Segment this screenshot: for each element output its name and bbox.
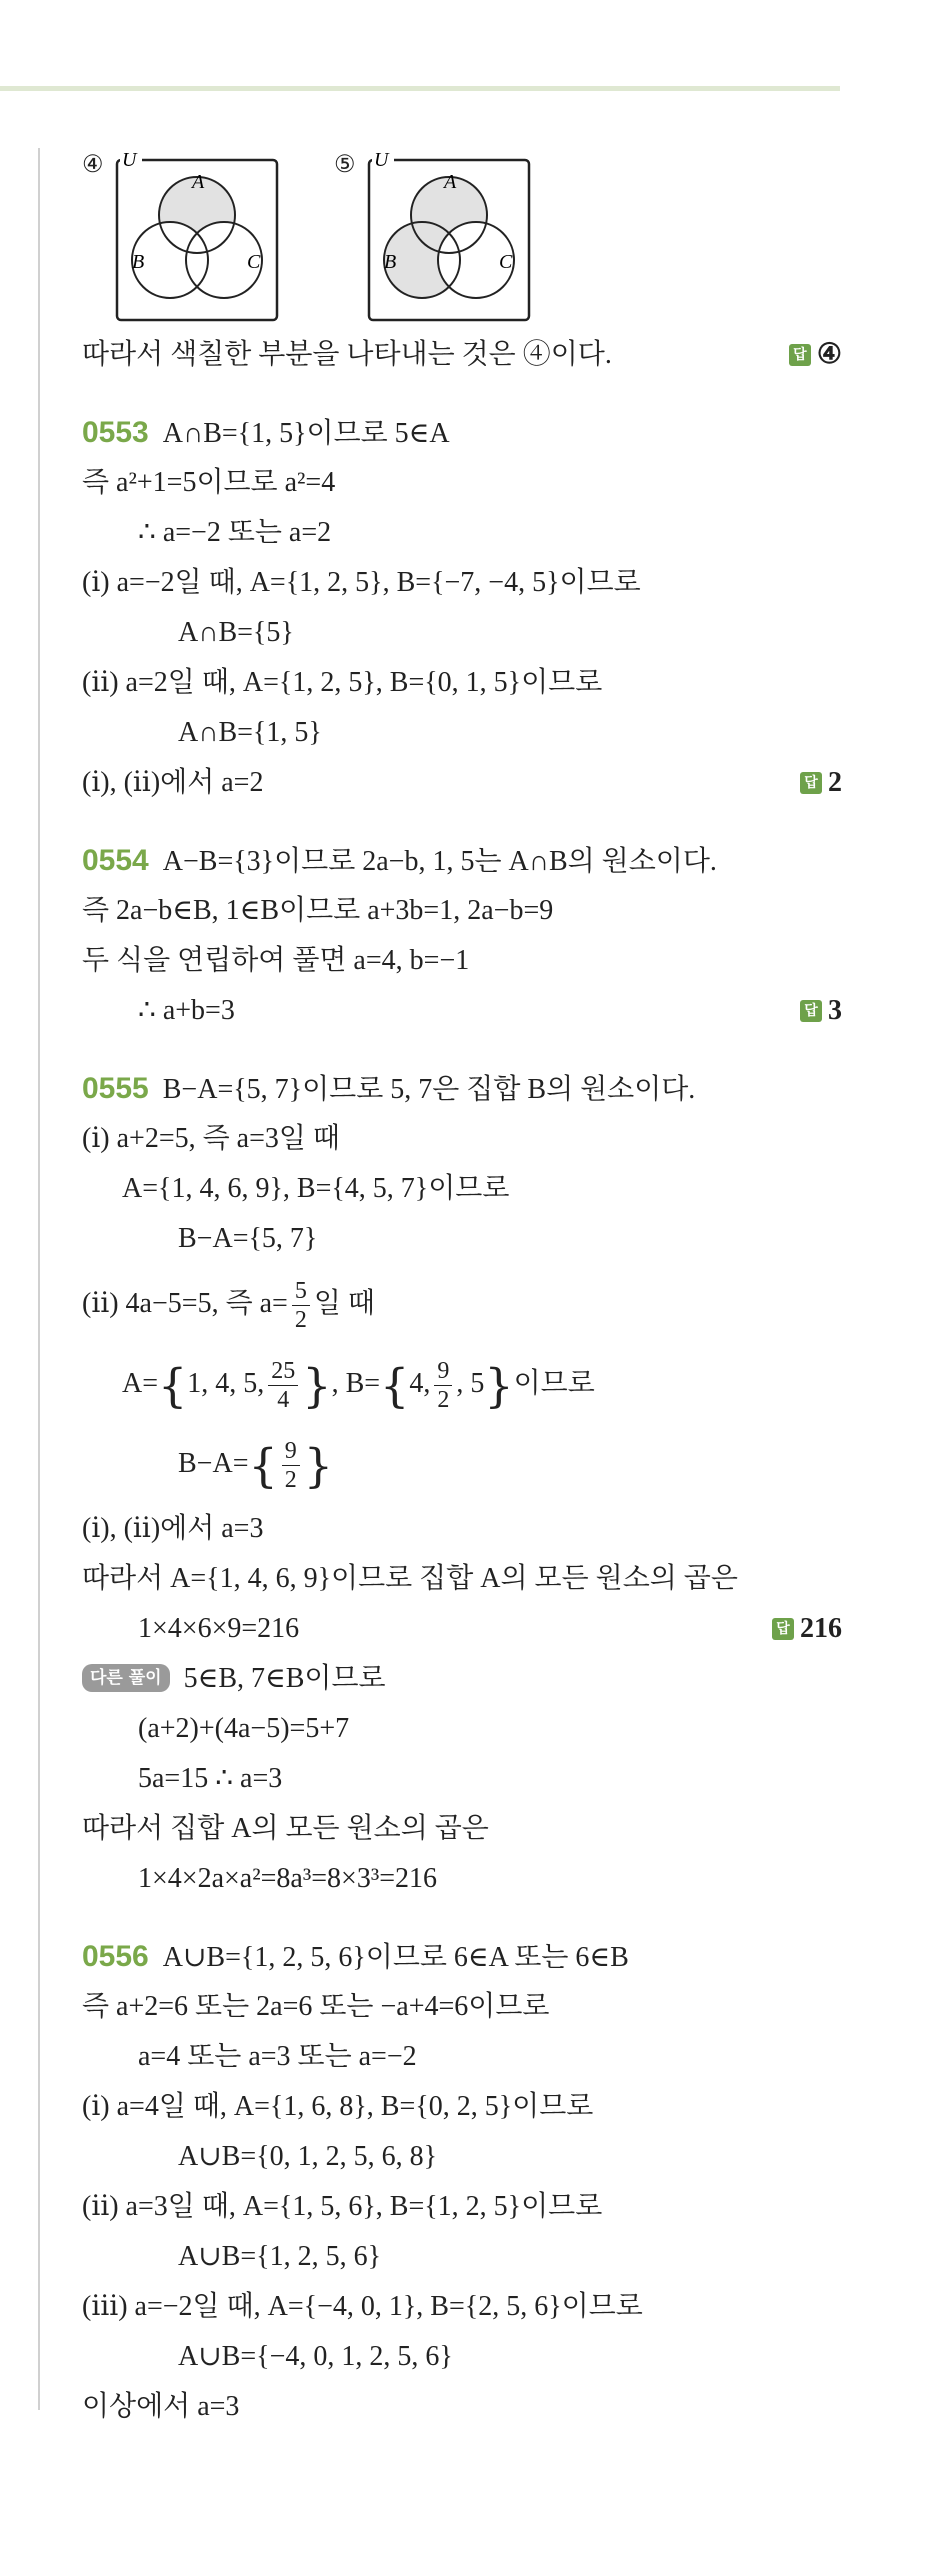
problem-number: 0555	[82, 1072, 149, 1105]
problem-text: 이므로	[513, 1368, 595, 1399]
problem-number: 0554	[82, 844, 149, 877]
answer-mark	[772, 1604, 842, 1654]
problem-line	[82, 1854, 842, 1904]
fraction	[434, 1357, 452, 1414]
problem-0553	[82, 408, 842, 808]
answer-value: 216	[800, 1613, 842, 1644]
problem-text: B−A={5, 7}이므로 5, 7은 집합 B의 원소이다.	[162, 1074, 696, 1105]
fraction-denominator: 2	[437, 1387, 450, 1414]
alt-solution-tag: 다른 풀이	[82, 1664, 170, 1692]
problem-text: ∴ a=−2 또는 a=2	[138, 517, 332, 548]
venn-diagram-5	[364, 150, 534, 325]
alt-solution-line	[82, 1654, 842, 1704]
problem-text: a=4 또는 a=3 또는 a=−2	[138, 2041, 417, 2072]
problem-line	[82, 608, 842, 658]
problem-line	[82, 1214, 842, 1264]
venn-label-b: B	[132, 251, 145, 273]
venn-label-b: B	[384, 251, 397, 273]
problem-line	[82, 936, 842, 986]
problem-text: A∪B={1, 2, 5, 6}	[178, 2241, 382, 2272]
problem-number: 0553	[82, 416, 149, 449]
set-elements: , 5	[456, 1368, 485, 1399]
problem-text: (a+2)+(4a−5)=5+7	[138, 1713, 350, 1744]
problem-number: 0556	[82, 1940, 149, 1973]
problem-text: A∪B={−4, 0, 1, 2, 5, 6}	[178, 2341, 453, 2372]
problem-line	[82, 2232, 842, 2282]
problem-line	[82, 1064, 842, 1114]
problem-line	[82, 2182, 842, 2232]
problem-line	[82, 758, 842, 808]
problem-text: 따라서 집합 A의 모든 원소의 곱은	[82, 1813, 489, 1844]
problem-line	[82, 558, 842, 608]
answer-value: 2	[828, 767, 842, 798]
venn-conclusion-text: 따라서 색칠한 부분을 나타내는 것은 ④이다.	[82, 339, 612, 370]
problem-text: 이상에서 a=3	[82, 2391, 240, 2422]
venn-option-number: ⑤	[334, 152, 356, 178]
problem-line	[82, 708, 842, 758]
set-elements: 4,	[409, 1368, 431, 1399]
left-margin-rule	[38, 148, 40, 2410]
problem-0554	[82, 836, 842, 1036]
problem-text: A∪B={0, 1, 2, 5, 6, 8}	[178, 2141, 438, 2172]
answer-value: 3	[828, 995, 842, 1026]
problem-text: A−B={3}이므로 2a−b, 1, 5는 A∩B의 원소이다.	[162, 846, 717, 877]
venn-label-u: U	[374, 150, 389, 171]
fraction-numerator: 9	[282, 1437, 300, 1466]
problem-line	[82, 1114, 842, 1164]
fraction-numerator: 25	[268, 1357, 298, 1386]
problem-0556	[82, 1932, 842, 2432]
problem-0555	[82, 1064, 842, 1904]
venn-label-a: A	[444, 171, 457, 193]
fraction	[282, 1437, 300, 1494]
fraction	[292, 1277, 310, 1334]
problem-line	[82, 1982, 842, 2032]
problem-line	[82, 2282, 842, 2332]
problem-line	[82, 1804, 842, 1854]
problem-text: 5∈B, 7∈B이므로	[183, 1663, 386, 1694]
problem-text: 즉 a+2=6 또는 2a=6 또는 −a+4=6이므로	[82, 1991, 550, 2022]
venn-diagram-4	[112, 150, 282, 325]
problem-text: B−A={5, 7}	[178, 1223, 318, 1254]
problem-text: (ⅱ) 4a−5=5, 즉 a=	[82, 1288, 288, 1319]
problem-text: (ⅱ) a=2일 때, A={1, 2, 5}, B={0, 1, 5}이므로	[82, 667, 603, 698]
problem-text: A={1, 4, 6, 9}, B={4, 5, 7}이므로	[122, 1173, 510, 1204]
problem-line	[82, 1554, 842, 1604]
problem-text: 즉 a²+1=5이므로 a²=4	[82, 467, 336, 498]
problem-line	[82, 836, 842, 886]
problem-text: (ⅱ) a=3일 때, A={1, 5, 6}, B={1, 2, 5}이므로	[82, 2191, 603, 2222]
problem-text: 1×4×6×9=216	[138, 1613, 300, 1644]
problem-text: (ⅰ), (ⅱ)에서 a=3	[82, 1513, 264, 1544]
problem-text: 즉 2a−b∈B, 1∈B이므로 a+3b=1, 2a−b=9	[82, 895, 554, 926]
problem-line	[82, 1264, 842, 1344]
problem-text: ∴ a+b=3	[138, 995, 235, 1026]
answer-mark	[800, 758, 842, 808]
problem-text: B−A=	[178, 1448, 249, 1479]
answer-value: ④	[816, 339, 842, 370]
problem-text: 일 때	[313, 1288, 375, 1319]
problem-line	[82, 1932, 842, 1982]
problem-line	[82, 2332, 842, 2382]
answer-mark	[789, 330, 842, 380]
solution-content	[82, 150, 842, 2432]
venn-label-c: C	[499, 251, 513, 273]
problem-line	[82, 1164, 842, 1214]
problem-text: 1×4×2a×a²=8a³=8×3³=216	[138, 1863, 438, 1894]
fraction-denominator: 4	[277, 1387, 290, 1414]
problem-line	[82, 2032, 842, 2082]
problem-line	[82, 408, 842, 458]
set-elements: 1, 4, 5,	[187, 1368, 265, 1399]
venn-label-u: U	[122, 150, 137, 171]
problem-text: (ⅲ) a=−2일 때, A={−4, 0, 1}, B={2, 5, 6}이므로	[82, 2291, 643, 2322]
problem-line	[82, 1754, 842, 1804]
problem-line	[82, 1604, 842, 1654]
problem-line	[82, 458, 842, 508]
problem-text: 따라서 A={1, 4, 6, 9}이므로 집합 A의 모든 원소의 곱은	[82, 1563, 738, 1594]
venn-label-c: C	[247, 251, 261, 273]
problem-text: (ⅰ) a+2=5, 즉 a=3일 때	[82, 1123, 340, 1154]
problem-text: A∩B={1, 5}이므로 5∈A	[162, 418, 450, 449]
problem-text: A=	[122, 1368, 159, 1399]
problem-text: (ⅰ), (ⅱ)에서 a=2	[82, 767, 264, 798]
fraction-numerator: 5	[292, 1277, 310, 1306]
answer-mark	[800, 986, 842, 1036]
problem-line	[82, 1504, 842, 1554]
venn-label-a: A	[192, 171, 205, 193]
problem-line	[82, 508, 842, 558]
problem-text: A∩B={5}	[178, 617, 294, 648]
fraction	[268, 1357, 298, 1414]
answer-badge-icon: 답	[800, 772, 822, 794]
problem-text: A∩B={1, 5}	[178, 717, 322, 748]
venn-diagram-row	[82, 150, 842, 330]
answer-badge-icon: 답	[789, 344, 811, 366]
problem-text: 5a=15 ∴ a=3	[138, 1763, 283, 1794]
problem-line	[82, 986, 842, 1036]
problem-line	[82, 2082, 842, 2132]
venn-option-number: ④	[82, 152, 104, 178]
problem-line	[82, 2132, 842, 2182]
problem-line	[82, 886, 842, 936]
problem-line	[82, 2382, 842, 2432]
problem-text: 두 식을 연립하여 풀면 a=4, b=−1	[82, 945, 470, 976]
answer-badge-icon: 답	[772, 1618, 794, 1640]
problem-line: B−A={ $\frac{9}{2}$ }	[178, 1438, 334, 1494]
venn-conclusion-line	[82, 330, 842, 380]
problem-line	[82, 1704, 842, 1754]
top-divider	[0, 86, 840, 91]
problem-text: (ⅰ) a=−2일 때, A={1, 2, 5}, B={−7, −4, 5}이므로	[82, 567, 641, 598]
fraction-denominator: 2	[284, 1467, 297, 1494]
answer-badge-icon: 답	[800, 1000, 822, 1022]
problem-text: A∪B={1, 2, 5, 6}이므로 6∈A 또는 6∈B	[162, 1942, 629, 1973]
fraction-denominator: 2	[294, 1307, 307, 1334]
problem-text: (ⅰ) a=4일 때, A={1, 6, 8}, B={0, 2, 5}이므로	[82, 2091, 594, 2122]
fraction-numerator: 9	[434, 1357, 452, 1386]
problem-text: , B=	[331, 1368, 381, 1399]
problem-line: A={1, 4, 5, $\frac{25}{4}$ }, B={4, $\frac{9}{2}$ , 5}이므로	[122, 1358, 595, 1414]
problem-line	[82, 658, 842, 708]
